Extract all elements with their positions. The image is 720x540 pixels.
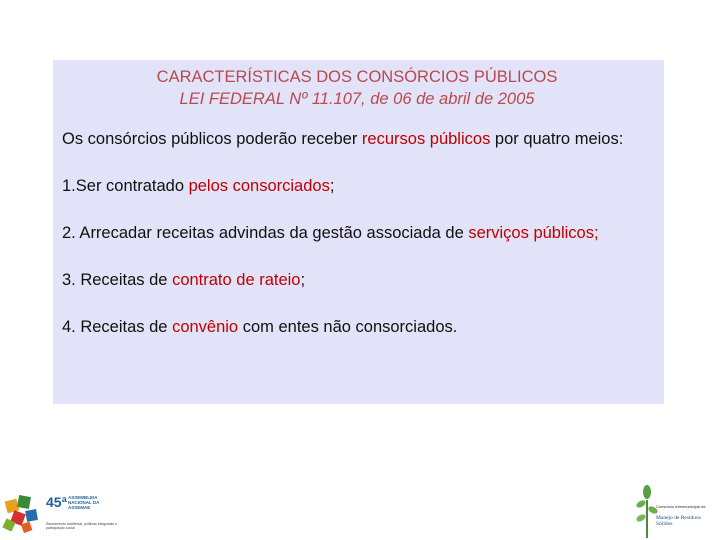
list-item-text: 4. Receitas de (62, 318, 173, 336)
list-item-text: 2. Arrecadar receitas advindas da gestão associada de (62, 224, 469, 242)
list-item-highlight: contrato de rateio (172, 271, 301, 289)
content-panel (53, 60, 664, 404)
intro-highlight: recursos públicos (361, 130, 491, 148)
plant-icon (636, 484, 658, 538)
intro-text: Os consórcios públicos poderão receber (62, 130, 362, 148)
intro-paragraph (62, 128, 652, 150)
consorcio-logo (636, 484, 714, 538)
list-item-text-end: ; (329, 177, 335, 195)
assembly-tagline: Saneamento ambiental, políticas integradas e participação social (46, 522, 118, 530)
consorcio-org: Consórcio Intermunicipal de (656, 504, 706, 509)
assembly-number: 45ª (46, 494, 67, 510)
list-item-1 (62, 175, 652, 197)
list-item-highlight: pelos consorciados (188, 177, 330, 195)
list-item-3 (62, 269, 652, 291)
assemae-logo (2, 492, 130, 538)
list-item-text-end: ; (300, 271, 306, 289)
list-item-highlight: convênio (172, 318, 239, 336)
list-item-highlight: serviços públicos; (468, 224, 599, 242)
assembly-name: ASSEMBLEIA NACIONAL DA ASSEMAE (68, 495, 100, 510)
puzzle-icon (2, 492, 46, 536)
list-item-text: 3. Receitas de (62, 271, 173, 289)
list-item-text: 1.Ser contratado (62, 177, 189, 195)
list-item-2 (62, 222, 652, 244)
slide-subtitle: LEI FEDERAL Nº 11.107, de 06 de abril de 2005 (179, 90, 535, 108)
list-item-4 (62, 316, 652, 338)
intro-text-end: por quatro meios: (490, 130, 624, 148)
list-item-text-end: com entes não consorciados. (238, 318, 458, 336)
consorcio-name: Manejo de Resíduos Sólidos (656, 515, 701, 527)
slide-title: CARACTERÍSTICAS DOS CONSÓRCIOS PÚBLICOS (156, 68, 558, 86)
